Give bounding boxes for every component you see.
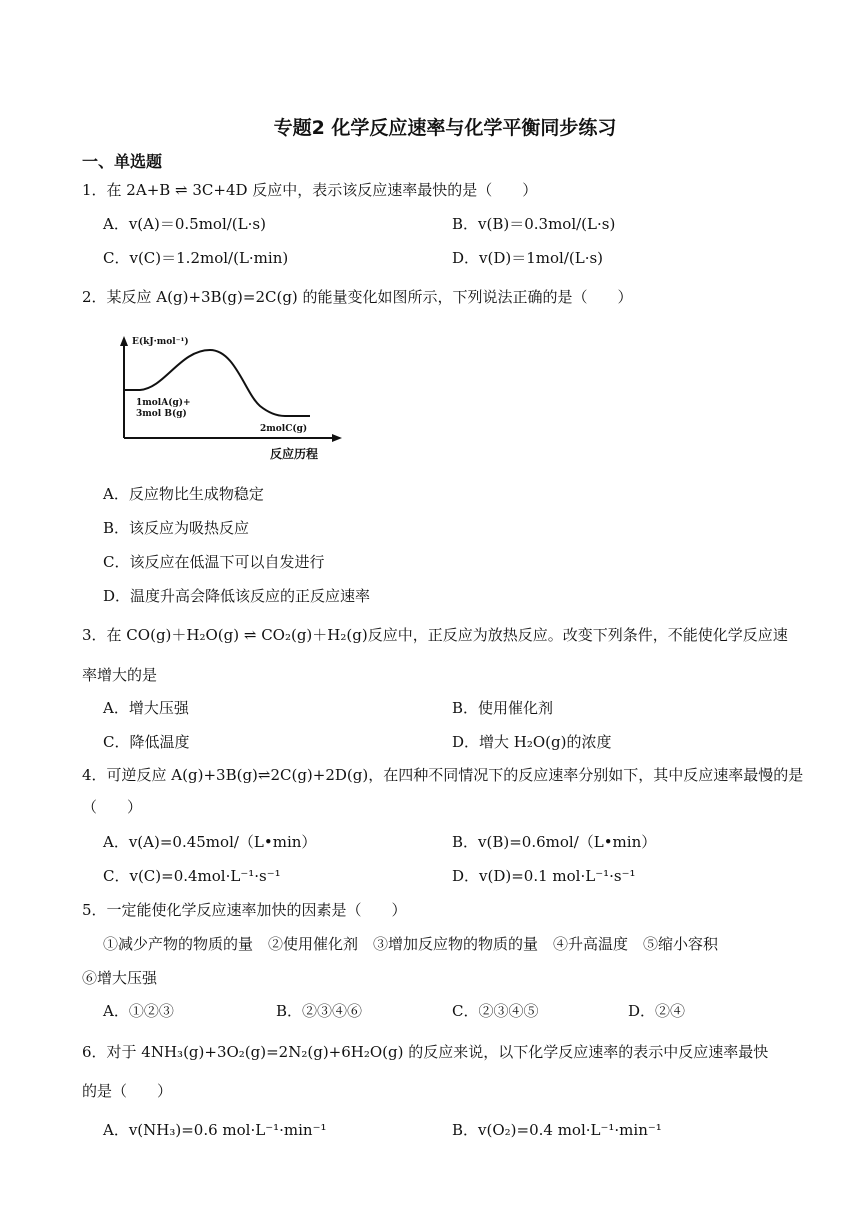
graph-y-label: E(kJ·mol⁻¹) [132,337,189,347]
q6-stem-line-1: 6．对于 4NH₃(g)+3O₂(g)=2N₂(g)+6H₂O(g) 的反应来说，以下化学反应速率的表示中反应速率最快 [82,1043,769,1061]
graph-product-label: 2molC(g) [260,424,308,434]
page-title: 专题2 化学反应速率与化学平衡同步练习 [273,117,617,139]
q5-option-d: D．②④ [628,1002,686,1020]
q6-option-a: A．v(NH₃)=0.6 mol·L⁻¹·min⁻¹ [103,1121,327,1139]
q3-option-d: D．增大 H₂O(g)的浓度 [452,733,612,751]
x-axis-arrow-icon [332,434,342,442]
q2-option-b: B．该反应为吸热反应 [103,519,250,537]
q1-stem: 1．在 2A+B ⇌ 3C+4D 反应中，表示该反应速率最快的是（ ） [82,181,538,199]
q6-option-b: B．v(O₂)=0.4 mol·L⁻¹·min⁻¹ [452,1121,662,1139]
q2-option-d: D．温度升高会降低该反应的正反应速率 [103,587,371,605]
q5-factors-line-1: ①减少产物的物质的量 ②使用催化剂 ③增加反应物的物质的量 ④升高温度 ⑤缩小容积 [103,935,719,953]
section-heading: 一、单选题 [82,152,163,171]
q1-option-b: B．v(B)＝0.3mol/(L·s) [452,215,616,233]
q1-option-a: A．v(A)＝0.5mol/(L·s) [103,215,266,233]
graph-reactant-label-1: 1molA(g)+ [136,398,191,408]
q5-factors-line-2: ⑥增大压强 [82,969,158,987]
q5-stem: 5．一定能使化学反应速率加快的因素是（ ） [82,901,407,919]
q3-option-b: B．使用催化剂 [452,699,554,717]
q1-option-c: C．v(C)＝1.2mol/(L·min) [103,249,289,267]
q4-option-b: B．v(B)=0.6mol/（L•min） [452,833,657,851]
q4-option-d: D．v(D)=0.1 mol·L⁻¹·s⁻¹ [452,867,636,885]
q2-option-a: A．反应物比生成物稳定 [103,485,264,503]
q4-option-a: A．v(A)=0.45mol/（L•min） [103,833,317,851]
q3-option-a: A．增大压强 [103,699,189,717]
graph-x-label: 反应历程 [270,447,319,461]
q4-stem-line-1: 4．可逆反应 A(g)+3B(g)⇌2C(g)+2D(g)，在四种不同情况下的反应速率分别如下，其中反应速率最慢的是 [82,766,804,784]
q5-option-c: C．②③④⑤ [452,1002,539,1020]
q3-option-c: C．降低温度 [103,733,190,751]
q3-stem-line-1: 3．在 CO(g)＋H₂O(g) ⇌ CO₂(g)＋H₂(g)反应中，正反应为放热反应。改变下列条件，不能使化学反应速 [82,626,788,644]
q2-option-c: C．该反应在低温下可以自发进行 [103,553,325,571]
q3-stem-line-2: 率增大的是 [82,666,158,684]
graph-reactant-label-2: 3mol B(g) [136,409,187,419]
q6-stem-line-2: 的是（ ） [82,1082,173,1100]
q5-option-b: B．②③④⑥ [276,1002,363,1020]
y-axis-arrow-icon [120,336,128,346]
q4-stem-line-2: （ ） [82,798,143,816]
q1-option-d: D．v(D)＝1mol/(L·s) [452,249,604,267]
energy-diagram [110,328,350,468]
q4-option-c: C．v(C)=0.4mol·L⁻¹·s⁻¹ [103,867,281,885]
q5-option-a: A．①②③ [103,1002,174,1020]
q2-stem: 2．某反应 A(g)+3B(g)=2C(g) 的能量变化如图所示，下列说法正确的是（ ） [82,288,633,306]
